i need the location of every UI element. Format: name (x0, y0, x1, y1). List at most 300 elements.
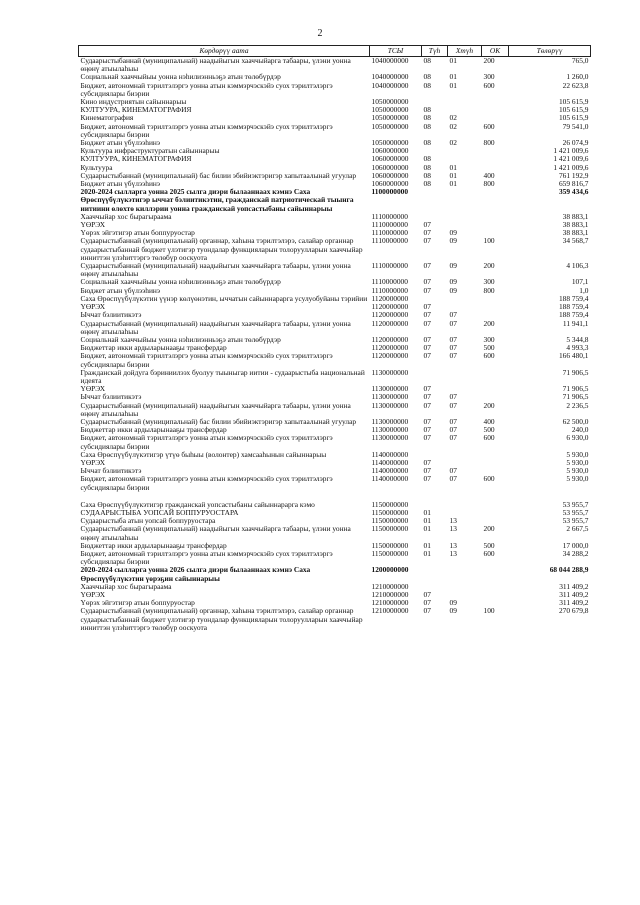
table-row (79, 303, 591, 311)
table-row (79, 583, 591, 591)
row-ty: 07 (423, 590, 431, 599)
row-name: КУЛТУУРА, КИНЕМАТОГРАФИЯ (80, 105, 192, 115)
row-tsr: 1040000000 (371, 56, 409, 65)
row-xt: 09 (449, 598, 457, 608)
row-ty: 07 (423, 351, 431, 361)
row-amount: 71 906,5 (562, 367, 589, 377)
row-amount: 105 615,9 (558, 97, 589, 107)
row-ty: 07 (423, 285, 431, 295)
row-ok (482, 106, 509, 114)
row-tsr: 1040000000 (371, 80, 409, 90)
row-name: Бюджет, автономнай тэрилтэлэргэ уонна атын кэммэрчэскэйэ суох тэрилтэлэргэ субсидиялары биэрии (80, 548, 333, 567)
row-name: Бюджеттар икки ардыларынааҕы трансфердар (80, 540, 227, 550)
row-ty: 01 (423, 524, 431, 534)
row-tsr: 1130000000 (371, 400, 409, 410)
row-xt (448, 98, 482, 106)
row-ty: 07 (423, 384, 431, 394)
row-xt: 09 (449, 606, 457, 616)
row-amount: 188 759,4 (558, 302, 589, 312)
row-ty: 08 (423, 138, 431, 148)
row-tsr: 1110000000 (371, 277, 408, 287)
table-row (79, 237, 591, 262)
row-xt: 07 (449, 351, 457, 361)
row-tsr: 1100000000 (371, 187, 409, 197)
row-name: Саха Өрөспүүбүлүкэтигэр гражданскай уопсастыбаны сайыннарарга кэмо (80, 499, 315, 509)
row-amount: 105 615,9 (558, 105, 589, 115)
row-ty: 07 (423, 277, 431, 287)
row-amount: 105 615,9 (558, 113, 589, 123)
row-name: Бюджет, автономнай тэрилтэлэргэ уонна атын кэммэрчэскэйэ суох тэрилтэлэргэ субсидиялары биэрии (80, 121, 333, 139)
budget-table (78, 45, 591, 632)
row-ty: 07 (423, 606, 431, 616)
row-ty: 07 (423, 433, 431, 443)
row-xt: 13 (449, 540, 457, 550)
row-ty: 08 (423, 179, 431, 189)
row-ty: 07 (423, 466, 431, 476)
row-amount: 5 930,0 (566, 449, 589, 459)
row-ok (482, 98, 509, 106)
row-ok: 300 (483, 277, 495, 287)
row-xt (448, 295, 482, 303)
row-ok: 100 (483, 606, 495, 616)
row-amount: 62 500,0 (562, 416, 589, 426)
row-xt: 01 (449, 162, 457, 172)
row-name: ҮӨРЭХ (80, 457, 106, 467)
row-amount: 68 044 288,9 (549, 565, 589, 575)
table-row (79, 352, 591, 368)
row-tsr: 1150000000 (371, 516, 409, 526)
row-xt: 07 (449, 343, 457, 353)
row-name: Гражданскай дойдуга бэриниилээх буолуу тыыныгар иитии - судаарыстыба национальнай идеята (80, 367, 365, 385)
row-ok (482, 155, 509, 163)
row-ty: 07 (423, 318, 431, 328)
row-ok: 200 (483, 318, 495, 328)
row-amount: 17 000,0 (562, 540, 589, 550)
header-name: Көрдөрүү аата (79, 46, 370, 57)
row-ok (482, 213, 509, 221)
row-name: Хааччыйар хос бырагыраама (80, 211, 172, 221)
row-ok: 600 (483, 80, 495, 90)
row-amount: 53 955,7 (562, 507, 589, 517)
row-ty: 07 (423, 392, 431, 402)
row-ok: 200 (483, 524, 495, 534)
row-name: Бюджет, автономнай тэрилтэлэргэ уонна атын кэммэрчэскэйэ суох тэрилтэлэргэ субсидиялары биэрии (80, 433, 333, 451)
row-ok: 300 (483, 334, 495, 344)
row-tsr: 1060000000 (371, 162, 409, 172)
row-tsr: 1120000000 (371, 302, 409, 312)
row-ty (422, 566, 448, 582)
header-ty: Түһ (422, 46, 448, 57)
row-ok: 500 (483, 343, 495, 353)
row-amount: 38 883,1 (562, 211, 589, 221)
row-ok: 600 (483, 474, 495, 484)
row-ty: 01 (423, 507, 431, 517)
row-tsr: 1130000000 (371, 367, 409, 377)
header-ok: ОК (482, 46, 509, 57)
table-row (79, 475, 591, 491)
row-name: Саха Өрөспүүбүлүкэтин үүнэр көлүөнэтин, ыччатын сайыннарарга усулуобуйаны тэрийии (80, 293, 368, 303)
row-amount: 311 409,2 (559, 590, 589, 599)
row-amount: 4 993,3 (566, 343, 589, 353)
table-row (79, 385, 591, 393)
row-name: ҮӨРЭХ (80, 384, 106, 394)
row-ty: 08 (423, 72, 431, 82)
row-name: ҮӨРЭХ (80, 220, 106, 230)
row-ty: 07 (423, 228, 431, 238)
row-tsr: 1150000000 (371, 524, 409, 534)
row-amount: 38 883,1 (562, 220, 589, 230)
row-name: Социальнай хааччыйыы уонна нэһилиэнньэҕэ атын төлөбүрдэр (80, 277, 281, 287)
row-ty: 07 (423, 343, 431, 353)
row-amount: 22 623,8 (562, 80, 589, 90)
table-body (79, 57, 591, 633)
row-xt (448, 147, 482, 155)
row-tsr: 1120000000 (371, 310, 409, 320)
row-tsr: 1110000000 (371, 211, 408, 221)
row-ty: 01 (423, 540, 431, 550)
row-amount: 71 906,5 (562, 384, 589, 394)
row-xt: 09 (449, 277, 457, 287)
row-name: Бюджет атын үбүлээһинэ (80, 138, 161, 148)
row-amount: 5 930,0 (566, 474, 589, 484)
row-amount: 34 288,2 (562, 548, 589, 558)
row-tsr: 1060000000 (371, 146, 409, 156)
row-tsr: 1050000000 (371, 105, 409, 115)
row-name: ҮӨРЭХ (80, 590, 106, 599)
row-amount: 53 955,7 (562, 516, 589, 526)
row-ok: 800 (483, 138, 495, 148)
row-amount: 659 816,7 (558, 179, 589, 189)
row-amount: 1 421 009,6 (553, 162, 589, 172)
row-ok (482, 147, 509, 155)
row-xt (448, 188, 482, 213)
row-amount: 311 409,2 (559, 598, 589, 608)
table-row (79, 295, 591, 303)
table-row (79, 155, 591, 163)
row-ok: 800 (483, 285, 495, 295)
row-tsr: 1130000000 (371, 384, 409, 394)
row-xt: 02 (449, 113, 457, 123)
row-tsr: 1060000000 (371, 154, 409, 164)
row-ok: 500 (483, 540, 495, 550)
row-amount: 5 930,0 (566, 466, 589, 476)
row-tsr: 1200000000 (371, 565, 409, 575)
row-amount: 5 344,8 (566, 334, 589, 344)
row-amount: 765,0 (571, 56, 589, 65)
row-xt: 01 (449, 170, 457, 180)
row-xt: 07 (449, 318, 457, 328)
row-name: Судаарыстыбаннай (муниципальнай) наадыйыгын хааччыйарга табаары, үлэни уонна өңөнү атыылаһыы (80, 318, 351, 336)
row-ty: 01 (423, 516, 431, 526)
row-ok (482, 566, 509, 582)
row-name: Ыччат бэлиитикэтэ (80, 392, 142, 402)
row-name: Кинематография (80, 113, 134, 123)
row-name: КУЛТУУРА, КИНЕМАТОГРАФИЯ (80, 154, 192, 164)
row-name: 2020-2024 сылларга уонна 2025 сылга диэри былааннаах кэмнэ Саха Өрөспүүбүлүкэтигэр ыччат бэлиитикэтин, гражданскай патриотическай тыынга иитиини өлөхтө киллэрии уонна гражданскай уопсастыбаны сайыннарыы (80, 187, 354, 213)
row-amount: 2 236,5 (566, 400, 589, 410)
row-ok (482, 385, 509, 393)
row-tsr: 1050000000 (371, 138, 409, 148)
row-ty: 01 (423, 548, 431, 558)
row-ty: 07 (423, 310, 431, 320)
table-row (79, 607, 591, 632)
row-ok: 600 (483, 548, 495, 558)
row-ok: 200 (483, 56, 495, 65)
row-xt: 07 (449, 392, 457, 402)
row-ok: 600 (483, 433, 495, 443)
row-name: Судаарыстыбаннай (муниципальнай) наадыйыгын хааччыйарга табаары, үлэни уонна өңөнү атыылаһыы (80, 56, 351, 74)
row-xt: 09 (449, 261, 457, 271)
row-amount: 71 906,5 (562, 392, 589, 402)
row-name: Судаарыстыбаннай (муниципальнай) органнар, хаһына тэрилтэлэрэ, салайар органнар судаарыстыбаннай бюджет үлэтигэр туондалар функцияларын толоруулларын хааччыйар инниттэн үлэһиттэргэ төлөбүр ооскуота (80, 606, 363, 632)
row-name: Судаарыстыбаннай (муниципальнай) наадыйыгын хааччыйарга табаары, үлэни уонна өңөнү атыылаһыы (80, 261, 351, 279)
row-tsr: 1050000000 (371, 113, 409, 123)
table-row (79, 188, 591, 213)
row-ok (482, 303, 509, 311)
row-ty: 07 (423, 598, 431, 608)
row-tsr: 1130000000 (371, 416, 409, 426)
row-name: Бюджет атын үбүлээһинэ (80, 285, 161, 295)
row-amount: 2 667,5 (566, 524, 589, 534)
row-ok: 400 (483, 170, 495, 180)
table-row (79, 402, 591, 418)
row-tsr: 1140000000 (371, 466, 409, 476)
header-tsr: ТСЫ (370, 46, 422, 57)
row-xt: 01 (449, 179, 457, 189)
row-xt: 09 (449, 236, 457, 246)
row-amount: 1 421 009,6 (553, 146, 589, 156)
row-ok (482, 509, 509, 517)
row-ty: 07 (423, 400, 431, 410)
row-name: Социальнай хааччыйыы уонна нэһилиэнньэҕэ атын төлөбүрдэр (80, 72, 281, 82)
row-ty: 07 (423, 261, 431, 271)
row-name: Бюджет атын үбүлээһинэ (80, 179, 161, 189)
table-row (79, 459, 591, 467)
row-name: Бюджет, автономнай тэрилтэлэргэ уонна атын кэммэрчэскэйэ суох тэрилтэлэргэ субсидиялары биэрии (80, 351, 333, 369)
row-amount: 1 421 009,6 (553, 154, 589, 164)
row-amount: 34 568,7 (562, 236, 589, 246)
row-xt (448, 369, 482, 385)
row-name: Кино индустриятын сайыннарыы (80, 97, 187, 107)
row-name: Хааччыйар хос бырагыраама (80, 581, 172, 591)
row-ty: 08 (423, 105, 431, 115)
header-amount: Төлөрүү (509, 46, 591, 57)
row-name: 2020-2024 сылларга уонна 2026 сылга диэри былааннаах кэмнэ Саха Өрөспүүбүлүкэтин үөрэҕин сайыннарыы (80, 565, 311, 583)
table-row (79, 262, 591, 278)
row-tsr: 1120000000 (371, 343, 409, 353)
table-row (79, 451, 591, 459)
row-xt: 13 (449, 524, 457, 534)
row-ty (422, 369, 448, 385)
row-name: Судаарыстыбаннай (муниципальнай) бас билии эбийиэктэригэр хапытаалынай угуулар (80, 170, 357, 180)
row-amount: 11 941,1 (562, 318, 589, 328)
table-row (79, 123, 591, 139)
row-amount: 359 434,6 (558, 187, 589, 197)
row-xt (448, 566, 482, 582)
table-row (79, 369, 591, 385)
row-tsr: 1110000000 (371, 236, 408, 246)
row-xt (448, 501, 482, 509)
row-name: Ыччат бэлиитикэтэ (80, 310, 142, 320)
row-amount: 79 541,0 (562, 121, 589, 131)
row-xt: 01 (449, 80, 457, 90)
row-name: Саха Өрөспүүбүлүкэтигэр үтүө быһыы (волонтер) хамсааһынын сайыннарыы (80, 449, 327, 459)
table-row (79, 434, 591, 450)
row-tsr: 1110000000 (371, 228, 408, 238)
row-name: Культуура (80, 162, 113, 172)
row-tsr: 1140000000 (371, 457, 409, 467)
row-amount: 311 409,2 (559, 581, 589, 591)
row-amount: 188 759,4 (558, 293, 589, 303)
row-amount: 4 106,3 (566, 261, 589, 271)
row-ok (482, 501, 509, 509)
row-ok: 500 (483, 425, 495, 435)
row-xt: 01 (449, 72, 457, 82)
row-ok: 600 (483, 121, 495, 131)
table-row (79, 566, 591, 582)
row-name: Судаарыстыбаннай (муниципальнай) органнар, хаһына тэрилтэлэрэ, салайар органнар судаарыстыбаннай бюджет үлэтигэр туондалар функцияларын толоруулларын хааччыйар инниттэн үлэһиттэргэ төлөбүр ооскуота (80, 236, 363, 262)
row-amount: 6 930,0 (566, 433, 589, 443)
row-amount: 26 074,9 (562, 138, 589, 148)
row-name: Судаарыстыбаннай (муниципальнай) наадыйыгын хааччыйарга табаары, үлэни уонна өңөнү атыылаһыы (80, 400, 351, 418)
row-amount: 1 260,0 (566, 72, 589, 82)
row-tsr: 1210000000 (371, 581, 409, 591)
header-xt: Хтүһ (448, 46, 482, 57)
row-ok: 400 (483, 416, 495, 426)
table-row (79, 320, 591, 336)
row-tsr: 1150000000 (371, 540, 409, 550)
row-name: Судаарыстыбаннай (муниципальнай) бас билии эбийиэктэригэр хапытаалынай угуулар (80, 416, 357, 426)
table-row (79, 525, 591, 541)
row-tsr: 1110000000 (371, 285, 408, 295)
row-xt (448, 451, 482, 459)
table-row (79, 57, 591, 74)
row-tsr: 1110000000 (371, 261, 408, 271)
row-tsr: 1050000000 (371, 121, 409, 131)
row-tsr: 1110000000 (371, 220, 408, 230)
table-header-row (79, 46, 591, 57)
row-ty: 08 (423, 113, 431, 123)
row-tsr: 1040000000 (371, 72, 409, 82)
row-ok (482, 188, 509, 213)
row-ok (482, 369, 509, 385)
row-ty: 07 (423, 416, 431, 426)
row-name: ҮӨРЭХ (80, 302, 106, 312)
row-amount: 53 955,7 (562, 499, 589, 509)
row-xt: 07 (449, 416, 457, 426)
row-ok (482, 295, 509, 303)
row-ty: 08 (423, 56, 431, 65)
row-xt: 07 (449, 334, 457, 344)
row-amount: 761 192,9 (558, 170, 589, 180)
row-tsr: 1150000000 (371, 499, 409, 509)
row-tsr: 1120000000 (371, 318, 409, 328)
row-tsr: 1120000000 (371, 351, 409, 361)
row-tsr: 1210000000 (371, 590, 409, 599)
row-amount: 240,0 (571, 425, 589, 435)
row-xt: 07 (449, 400, 457, 410)
row-ok: 100 (483, 236, 495, 246)
row-name: Культуура инфраструктуратын сайыннарыы (80, 146, 220, 156)
row-ok (482, 459, 509, 467)
row-name: Бюджет, автономнай тэрилтэлэргэ уонна атын кэммэрчэскэйэ суох тэрилтэлэргэ субсидиялары биэрии (80, 474, 333, 492)
row-ok (482, 583, 509, 591)
table-row (79, 82, 591, 98)
row-name: Үөрэх эйгэтигэр атын боппуруостар (80, 228, 195, 238)
row-ty: 08 (423, 80, 431, 90)
row-name: Ыччат бэлиитикэтэ (80, 466, 142, 476)
row-name: Бюджет, автономнай тэрилтэлэргэ уонна атын кэммэрчэскэйэ суох тэрилтэлэргэ субсидиялары биэрии (80, 80, 333, 98)
row-xt: 09 (449, 228, 457, 238)
row-tsr: 1050000000 (371, 97, 409, 107)
row-xt: 07 (449, 310, 457, 320)
row-xt: 07 (449, 425, 457, 435)
row-xt: 07 (449, 433, 457, 443)
row-amount: 1,0 (579, 285, 589, 295)
row-ok: 200 (483, 400, 495, 410)
row-ty: 07 (423, 474, 431, 484)
table-row (79, 550, 591, 566)
row-name: Бюджеттар икки ардыларынааҕы трансфердар (80, 425, 227, 435)
row-xt (448, 213, 482, 221)
row-ty: 08 (423, 121, 431, 131)
row-amount: 38 883,1 (562, 228, 589, 238)
row-name: Бюджеттар икки ардыларынааҕы трансфердар (80, 343, 227, 353)
row-tsr: 1130000000 (371, 425, 409, 435)
row-amount: 107,1 (571, 277, 589, 287)
table-row (79, 213, 591, 221)
row-tsr: 1150000000 (371, 548, 409, 558)
row-tsr: 1060000000 (371, 170, 409, 180)
row-ok: 200 (483, 261, 495, 271)
row-xt: 09 (449, 285, 457, 295)
row-ty: 07 (423, 457, 431, 467)
row-tsr: 1130000000 (371, 433, 409, 443)
row-amount: 166 480,1 (558, 351, 589, 361)
row-xt: 07 (449, 466, 457, 476)
row-amount: 5 930,0 (566, 457, 589, 467)
row-ty: 07 (423, 220, 431, 230)
row-ok: 800 (483, 179, 495, 189)
row-tsr: 1060000000 (371, 179, 409, 189)
row-ty: 08 (423, 162, 431, 172)
row-name: СУДААРЫСТЫБА УОПСАЙ БОППУРУОСТАРА (80, 507, 239, 517)
row-ty: 07 (423, 334, 431, 344)
row-ty (422, 188, 448, 213)
row-xt: 02 (449, 121, 457, 131)
row-tsr: 1210000000 (371, 598, 409, 608)
row-xt: 13 (449, 548, 457, 558)
row-name: Судаарыстыба атын уопсай боппуруостара (80, 516, 216, 526)
row-ok (482, 221, 509, 229)
row-amount: 270 679,8 (558, 606, 589, 616)
table-row (79, 106, 591, 114)
row-ty: 07 (423, 236, 431, 246)
row-tsr: 1130000000 (371, 392, 409, 402)
row-tsr: 1210000000 (371, 606, 409, 616)
row-ty: 07 (423, 302, 431, 312)
row-ty: 08 (423, 170, 431, 180)
row-xt: 07 (449, 474, 457, 484)
row-ok: 300 (483, 72, 495, 82)
row-xt: 01 (449, 56, 457, 65)
row-tsr: 1150000000 (371, 507, 409, 517)
row-name: Социальнай хааччыйыы уонна нэһилиэнньэҕэ атын төлөбүрдэр (80, 334, 281, 344)
row-tsr: 1120000000 (371, 293, 409, 303)
row-xt (448, 583, 482, 591)
row-tsr: 1120000000 (371, 334, 409, 344)
row-ok (482, 451, 509, 459)
